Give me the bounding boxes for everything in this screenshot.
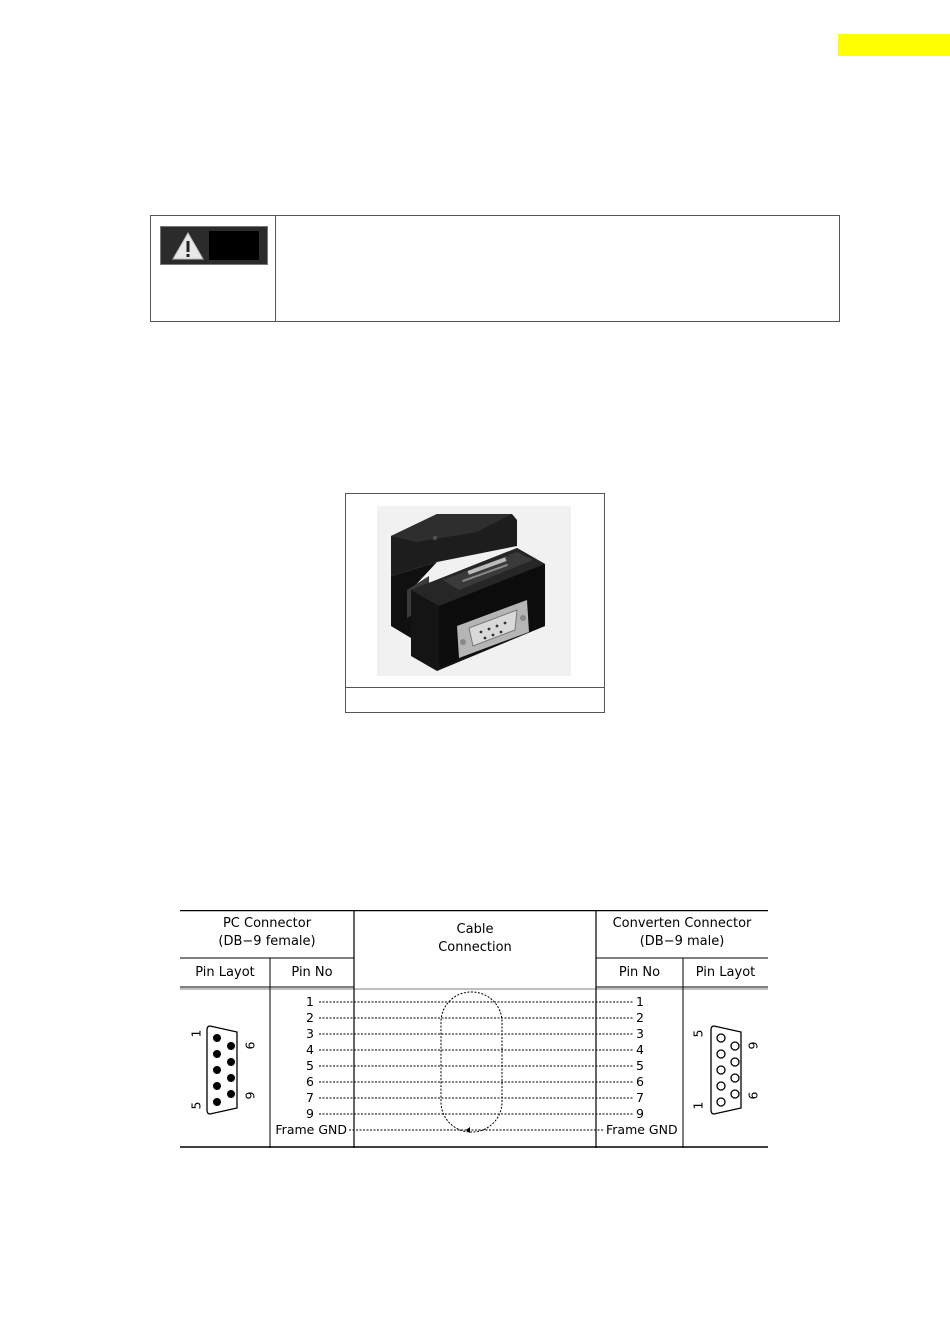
db9-female-diagram xyxy=(207,1026,237,1114)
warning-icon-cell xyxy=(151,216,276,321)
warning-badge xyxy=(160,226,268,265)
pinout-table xyxy=(180,910,768,1148)
pin-right-3: 3 xyxy=(636,1026,644,1041)
cable-subtitle: Connection xyxy=(438,940,512,955)
warning-triangle-icon xyxy=(171,231,205,261)
product-photo-frame xyxy=(345,493,605,713)
pin-right-6: 6 xyxy=(636,1074,644,1089)
warning-box xyxy=(150,215,840,322)
product-photo xyxy=(377,506,571,676)
conv-connector-type: (DB−9 male) xyxy=(639,934,725,949)
col-pin-layout-left: Pin Layot xyxy=(195,965,255,980)
pin-right-7: 7 xyxy=(636,1090,644,1105)
warning-text-cell xyxy=(276,216,839,321)
pin-left-2: 2 xyxy=(306,1010,314,1025)
male-label-6: 6 xyxy=(745,1091,761,1100)
col-pin-layout-right: Pin Layot xyxy=(695,965,756,980)
pin-right-5: 5 xyxy=(636,1058,644,1073)
yellow-marker xyxy=(838,34,950,56)
pc-connector-type: (DB−9 female) xyxy=(218,934,316,949)
pin-right-2: 2 xyxy=(636,1010,644,1025)
pin-left-3: 3 xyxy=(306,1026,314,1041)
pin-left-9: 9 xyxy=(306,1106,314,1121)
pin-left-7: 7 xyxy=(306,1090,314,1105)
female-label-9: 9 xyxy=(242,1091,258,1100)
db9-male-diagram xyxy=(711,1026,741,1114)
male-label-1: 1 xyxy=(690,1101,706,1110)
photo-caption-row xyxy=(346,687,604,712)
pin-right-1: 1 xyxy=(636,994,644,1009)
converter-device-image xyxy=(377,506,571,676)
male-label-9: 9 xyxy=(745,1041,761,1050)
pin-left-frame-gnd: Frame GND xyxy=(275,1122,347,1137)
cable-title: Cable xyxy=(456,922,494,937)
pc-connector-title: PC Connector xyxy=(222,916,312,931)
pin-left-5: 5 xyxy=(306,1058,314,1073)
warning-label-block xyxy=(209,231,259,260)
pin-right-9: 9 xyxy=(636,1106,644,1121)
pin-left-1: 1 xyxy=(306,994,314,1009)
pin-left-6: 6 xyxy=(306,1074,314,1089)
female-label-6: 6 xyxy=(242,1041,258,1050)
col-pin-no-left: Pin No xyxy=(291,965,333,980)
female-label-5: 5 xyxy=(188,1101,204,1110)
conv-connector-title: Converten Connector xyxy=(612,916,752,931)
pin-left-4: 4 xyxy=(306,1042,314,1057)
female-label-1: 1 xyxy=(188,1029,204,1038)
pin-right-4: 4 xyxy=(636,1042,644,1057)
col-pin-no-right: Pin No xyxy=(618,965,661,980)
pin-right-frame-gnd: Frame GND xyxy=(606,1122,678,1137)
male-label-5: 5 xyxy=(690,1029,706,1038)
